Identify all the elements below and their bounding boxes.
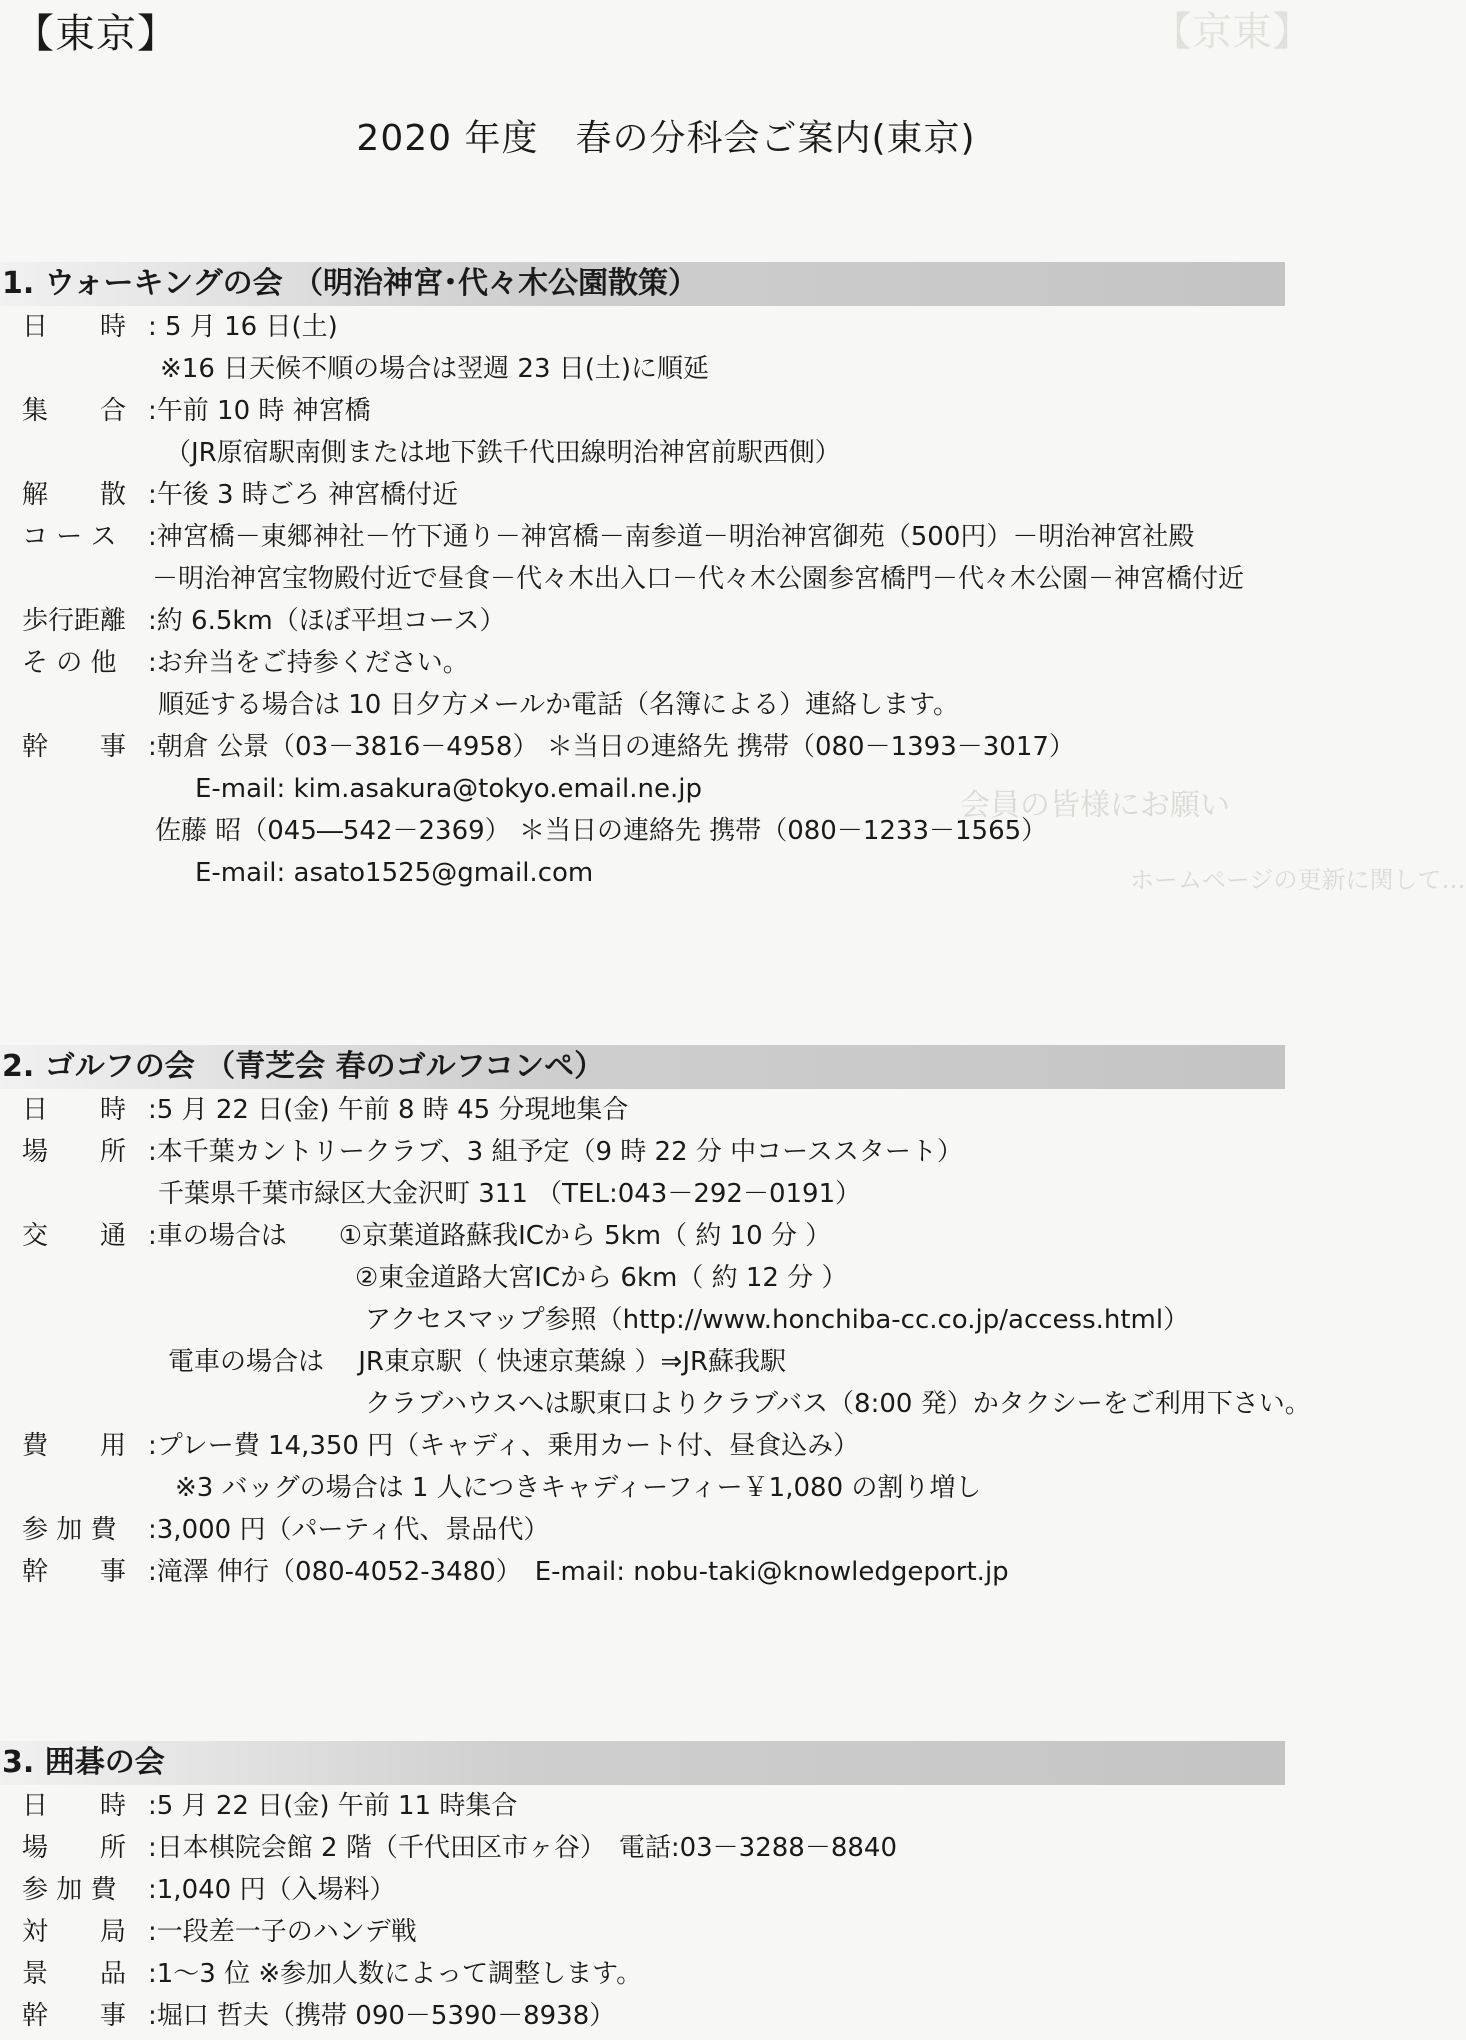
info-row bbox=[0, 474, 1332, 516]
row-label: 解 散 bbox=[22, 480, 127, 510]
row-label: 日 時 bbox=[22, 312, 127, 342]
bleed-through-heading: 会員の皆様にお願い bbox=[960, 788, 1230, 823]
info-row bbox=[0, 1299, 1332, 1341]
info-row bbox=[0, 852, 1332, 894]
row-value: 順延する場合は 10 日夕方メールか電話（名簿による）連絡します。 bbox=[158, 690, 960, 720]
section-go bbox=[0, 1741, 1332, 2037]
info-row bbox=[0, 1425, 1332, 1467]
info-row bbox=[0, 1827, 1332, 1869]
row-value: －明治神宮宝物殿付近で昼食－代々木出入口－代々木公園参宮橋門－代々木公園－神宮橋付近 bbox=[152, 564, 1245, 594]
section-heading: 3. 囲碁の会 bbox=[0, 1741, 1285, 1785]
info-row bbox=[0, 684, 1332, 726]
row-value: アクセスマップ参照（http://www.honchiba-cc.co.jp/access.html） bbox=[365, 1305, 1190, 1335]
row-value: :本千葉カントリークラブ、3 組予定（9 時 22 分 中コーススタート） bbox=[148, 1137, 963, 1167]
row-value: : 5 月 16 日(土) bbox=[148, 312, 338, 342]
info-row bbox=[0, 306, 1332, 348]
bleed-through-text: ホームページの更新に関して… bbox=[1130, 866, 1466, 894]
row-value: :5 月 22 日(金) 午前 11 時集合 bbox=[148, 1791, 518, 1821]
info-row bbox=[0, 1953, 1332, 1995]
row-value: （JR原宿駅南側または地下鉄千代田線明治神宮前駅西側） bbox=[165, 438, 841, 468]
info-row bbox=[0, 768, 1332, 810]
info-row bbox=[0, 432, 1332, 474]
info-row bbox=[0, 810, 1332, 852]
info-row bbox=[0, 726, 1332, 768]
row-label: 費 用 bbox=[22, 1431, 127, 1461]
row-label: 参 加 費 bbox=[22, 1515, 117, 1545]
info-row bbox=[0, 558, 1332, 600]
row-label: 日 時 bbox=[22, 1095, 127, 1125]
row-value: :1,040 円（入場料） bbox=[148, 1875, 396, 1905]
row-value: :1～3 位 ※参加人数によって調整します。 bbox=[148, 1959, 643, 1989]
info-row bbox=[0, 1257, 1332, 1299]
row-label: 場 所 bbox=[22, 1137, 127, 1167]
row-value: :3,000 円（パーティ代、景品代） bbox=[148, 1515, 550, 1545]
section-golf bbox=[0, 1045, 1332, 1593]
section-rows bbox=[0, 306, 1332, 894]
bleed-through-tag: 【京東】 bbox=[1152, 9, 1312, 55]
section-rows bbox=[0, 1785, 1332, 2037]
info-row bbox=[0, 1131, 1332, 1173]
row-value: ※16 日天候不順の場合は翌週 23 日(土)に順延 bbox=[160, 354, 710, 384]
row-value: :滝澤 伸行（080-4052-3480） E-mail: nobu-taki@knowledgeport.jp bbox=[148, 1557, 1009, 1587]
row-value: :日本棋院会館 2 階（千代田区市ヶ谷） 電話:03－3288－8840 bbox=[148, 1833, 898, 1863]
info-row bbox=[0, 1911, 1332, 1953]
info-row bbox=[0, 1089, 1332, 1131]
row-value: 佐藤 昭（045―542－2369） ＊当日の連絡先 携帯（080－1233－1565） bbox=[155, 816, 1048, 846]
info-row bbox=[0, 642, 1332, 684]
row-value: :神宮橋－東郷神社－竹下通り－神宮橋－南参道－明治神宮御苑（500円）－明治神宮社殿 bbox=[148, 522, 1195, 552]
document-title: 2020 年度 春の分科会ご案内(東京) bbox=[356, 118, 976, 159]
row-value: ②東金道路大宮ICから 6km（ 約 12 分 ） bbox=[355, 1263, 848, 1293]
info-row bbox=[0, 1551, 1332, 1593]
info-row bbox=[0, 1785, 1332, 1827]
row-label: 集 合 bbox=[22, 396, 127, 426]
row-value: :午後 3 時ごろ 神宮橋付近 bbox=[148, 480, 459, 510]
row-value: ※3 バッグの場合は 1 人につきキャディーフィー￥1,080 の割り増し bbox=[175, 1473, 982, 1503]
row-label: 日 時 bbox=[22, 1791, 127, 1821]
row-label: 交 通 bbox=[22, 1221, 127, 1251]
info-row bbox=[0, 600, 1332, 642]
region-tag: 【東京】 bbox=[14, 11, 178, 57]
row-label: 幹 事 bbox=[22, 732, 127, 762]
row-value: E-mail: kim.asakura@tokyo.email.ne.jp bbox=[195, 774, 702, 804]
row-value: クラブハウスへは駅東口よりクラブバス（8:00 発）かタクシーをご利用下さい。 bbox=[365, 1389, 1311, 1419]
section-heading: 1. ウォーキングの会 （明治神宮･代々木公園散策） bbox=[0, 262, 1285, 306]
row-value: :朝倉 公景（03－3816－4958） ＊当日の連絡先 携帯（080－1393－3017） bbox=[148, 732, 1075, 762]
row-value: 千葉県千葉市緑区大金沢町 311 （TEL:043－292－0191） bbox=[158, 1179, 862, 1209]
row-value: :一段差一子のハンデ戦 bbox=[148, 1917, 417, 1947]
row-label: 歩行距離 bbox=[22, 606, 127, 636]
info-row bbox=[0, 1215, 1332, 1257]
info-row bbox=[0, 390, 1332, 432]
section-walking bbox=[0, 262, 1332, 894]
row-label: 景 品 bbox=[22, 1959, 127, 1989]
info-row bbox=[0, 1509, 1332, 1551]
row-value: :約 6.5km（ほぼ平坦コース） bbox=[148, 606, 506, 636]
row-value: :プレー費 14,350 円（キャディ、乗用カート付、昼食込み） bbox=[148, 1431, 860, 1461]
row-label: 対 局 bbox=[22, 1917, 127, 1947]
info-row bbox=[0, 348, 1332, 390]
row-label: 幹 事 bbox=[22, 2001, 127, 2031]
row-value: :5 月 22 日(金) 午前 8 時 45 分現地集合 bbox=[148, 1095, 629, 1125]
row-value: 電車の場合は JR東京駅（ 快速京葉線 ）⇒JR蘇我駅 bbox=[168, 1347, 787, 1377]
row-value: :お弁当をご持参ください。 bbox=[148, 648, 469, 678]
info-row bbox=[0, 1173, 1332, 1215]
row-label: 幹 事 bbox=[22, 1557, 127, 1587]
row-value: :堀口 哲夫（携帯 090－5390－8938） bbox=[148, 2001, 616, 2031]
row-label: そ の 他 bbox=[22, 648, 117, 678]
info-row bbox=[0, 1383, 1332, 1425]
info-row bbox=[0, 1995, 1332, 2037]
info-row bbox=[0, 1467, 1332, 1509]
row-label: コ ー ス bbox=[22, 522, 117, 552]
info-row bbox=[0, 1341, 1332, 1383]
row-value: :車の場合は ①京葉道路蘇我ICから 5km（ 約 10 分 ） bbox=[148, 1221, 832, 1251]
section-heading: 2. ゴルフの会 （青芝会 春のゴルフコンペ） bbox=[0, 1045, 1285, 1089]
section-rows bbox=[0, 1089, 1332, 1593]
row-value: :午前 10 時 神宮橋 bbox=[148, 396, 371, 426]
row-label: 場 所 bbox=[22, 1833, 127, 1863]
row-value: E-mail: asato1525@gmail.com bbox=[195, 858, 594, 888]
row-label: 参 加 費 bbox=[22, 1875, 117, 1905]
info-row bbox=[0, 1869, 1332, 1911]
info-row bbox=[0, 516, 1332, 558]
